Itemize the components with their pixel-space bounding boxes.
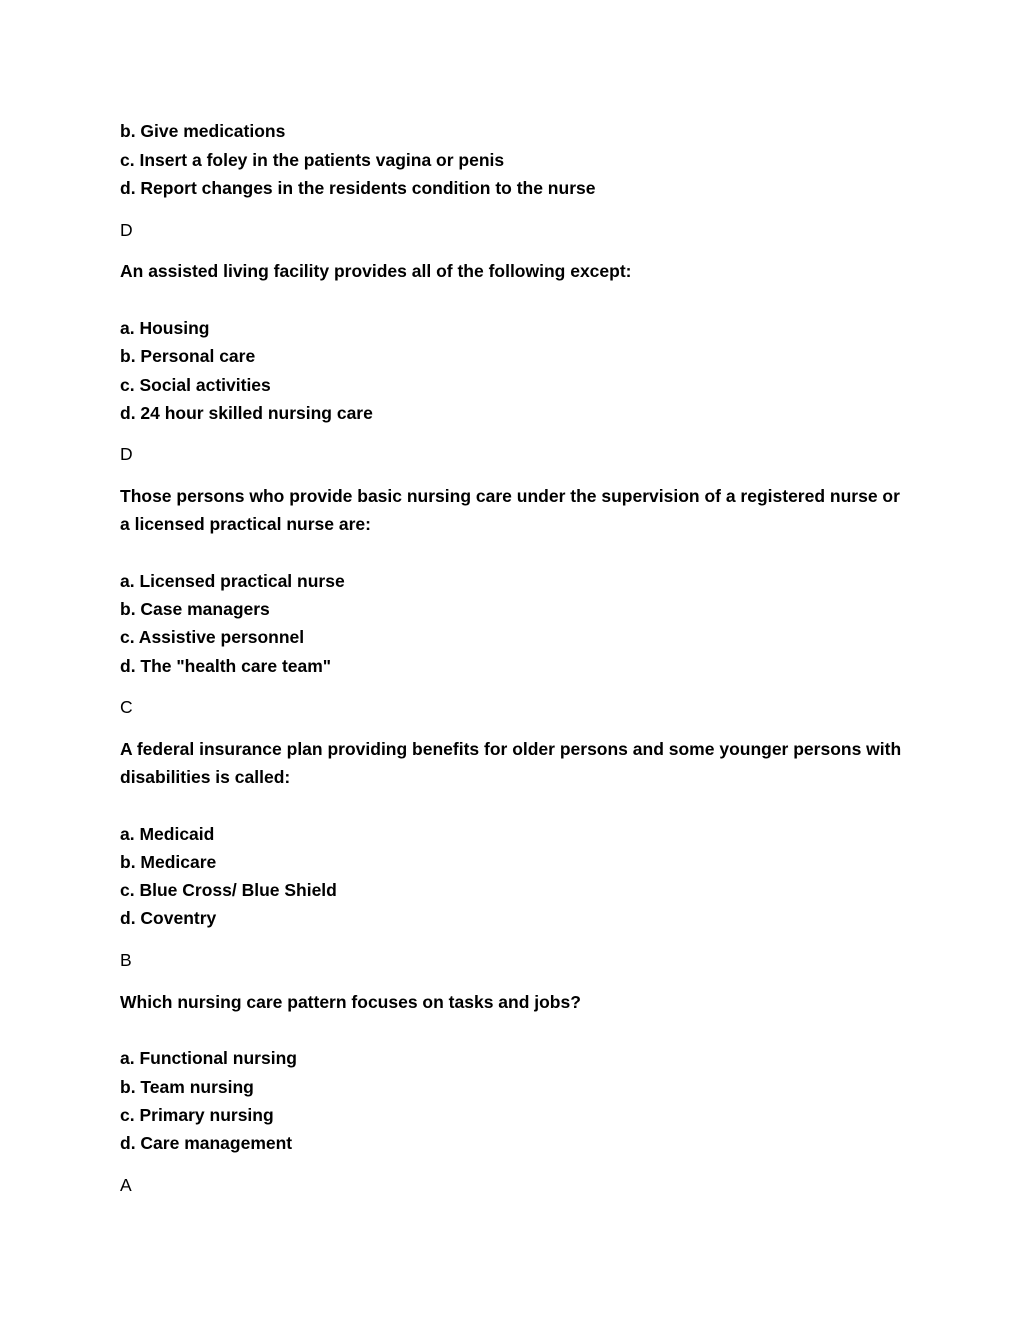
option-a: a. Functional nursing	[120, 1048, 297, 1068]
answer-key: B	[120, 950, 132, 970]
answer-key: C	[120, 697, 133, 717]
option-b: b. Case managers	[120, 599, 270, 619]
option-b: b. Give medications	[120, 121, 286, 141]
question-text: A federal insurance plan providing benefits for older persons and some younger persons with disabilities is called:	[120, 739, 902, 787]
option-d: d. The "health care team"	[120, 656, 332, 676]
option-d: d. Care management	[120, 1133, 293, 1153]
option-d: d. 24 hour skilled nursing care	[120, 403, 373, 423]
option-c: c. Insert a foley in the patients vagina or penis	[120, 150, 505, 170]
answer-key: A	[120, 1175, 132, 1195]
option-c: c. Blue Cross/ Blue Shield	[120, 880, 337, 900]
option-d: d. Coventry	[120, 908, 217, 928]
option-a: a. Medicaid	[120, 824, 215, 844]
option-d: d. Report changes in the residents condition to the nurse	[120, 178, 596, 198]
question-text: Which nursing care pattern focuses on tasks and jobs?	[120, 992, 581, 1012]
answer-key: D	[120, 220, 133, 240]
option-a: a. Licensed practical nurse	[120, 571, 345, 591]
option-c: c. Social activities	[120, 375, 271, 395]
option-b: b. Team nursing	[120, 1077, 254, 1097]
option-a: a. Housing	[120, 318, 210, 338]
option-b: b. Personal care	[120, 346, 256, 366]
option-c: c. Primary nursing	[120, 1105, 274, 1125]
option-b: b. Medicare	[120, 852, 217, 872]
question-text: Those persons who provide basic nursing care under the supervision of a registered nurse or a licensed practical nurse are:	[120, 486, 900, 534]
question-text: An assisted living facility provides all of the following except:	[120, 261, 632, 281]
option-c: c. Assistive personnel	[120, 627, 305, 647]
answer-key: D	[120, 444, 133, 464]
